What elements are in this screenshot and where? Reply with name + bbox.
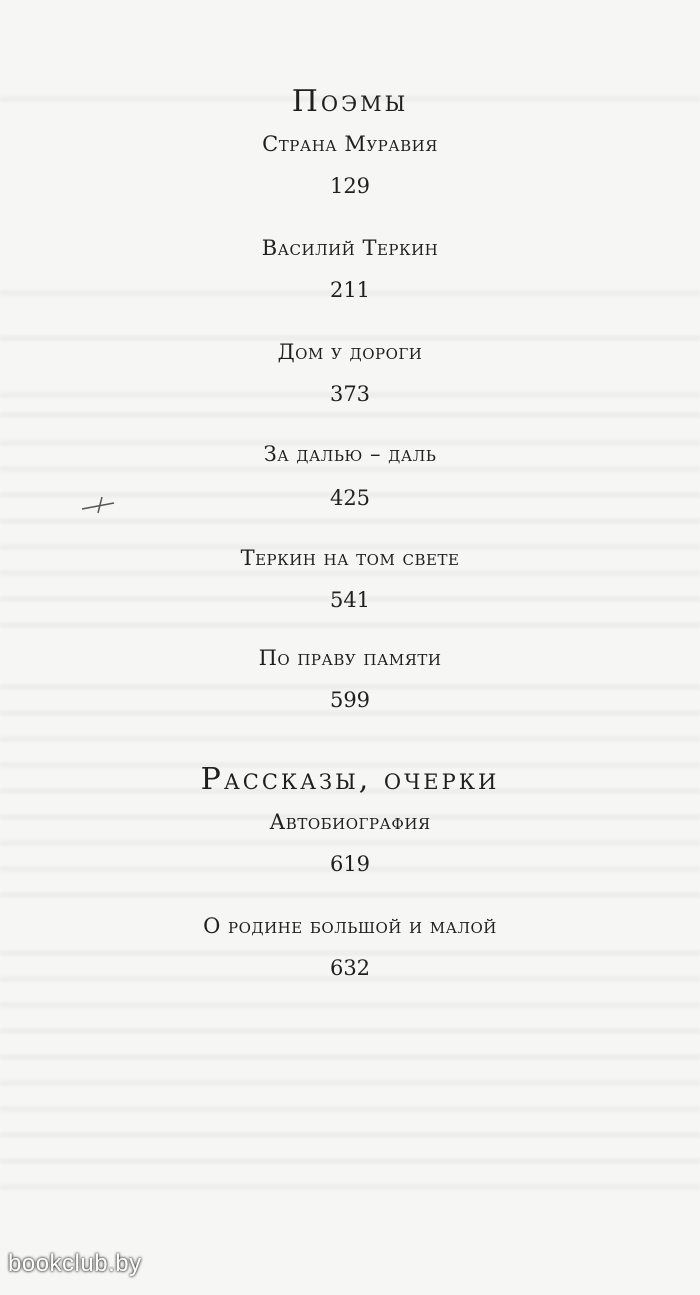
bleed-through-line (0, 892, 700, 898)
toc-entry-title: Дом у дороги (277, 340, 423, 364)
section-title-stories: Рассказы, очерки (200, 762, 500, 797)
toc-entry-page: 425 (329, 486, 371, 510)
bleed-through-line (0, 840, 700, 846)
bleed-through-line (0, 1132, 700, 1138)
bleed-through-line (0, 1106, 700, 1112)
toc-entry-title: О родине большой и малой (203, 914, 497, 938)
bleed-through-line (0, 736, 700, 742)
toc-entry-title: За далью – даль (263, 442, 437, 466)
toc-entry-title: Автобиография (269, 810, 431, 834)
toc-entry-title: Василий Теркин (261, 236, 439, 260)
bleed-through-line (0, 1002, 700, 1008)
bleed-through-line (0, 518, 700, 524)
watermark: bookclub.by (8, 1250, 142, 1277)
bleed-through-line (0, 1080, 700, 1086)
bleed-through-line (0, 570, 700, 576)
toc-entry-page: 632 (329, 956, 371, 980)
bleed-through-line (0, 1054, 700, 1060)
toc-entry-title: Страна Муравия (262, 132, 438, 156)
bleed-through-line (0, 1028, 700, 1034)
toc-entry-page: 541 (329, 588, 371, 612)
toc-entry-page: 373 (329, 382, 371, 406)
bleed-through-line (0, 1184, 700, 1190)
toc-entry-page: 129 (329, 174, 371, 198)
bleed-through-line (0, 466, 700, 472)
bleed-through-line (0, 622, 700, 628)
bleed-through-line (0, 412, 700, 418)
toc-entry-title: Теркин на том свете (240, 546, 460, 570)
bleed-through-line (0, 1158, 700, 1164)
toc-entry-page: 211 (329, 278, 371, 302)
toc-entry-title: По праву памяти (258, 646, 442, 670)
toc-entry-page: 599 (329, 688, 371, 712)
section-title-poems: Поэмы (291, 84, 409, 119)
toc-entry-page: 619 (329, 852, 371, 876)
